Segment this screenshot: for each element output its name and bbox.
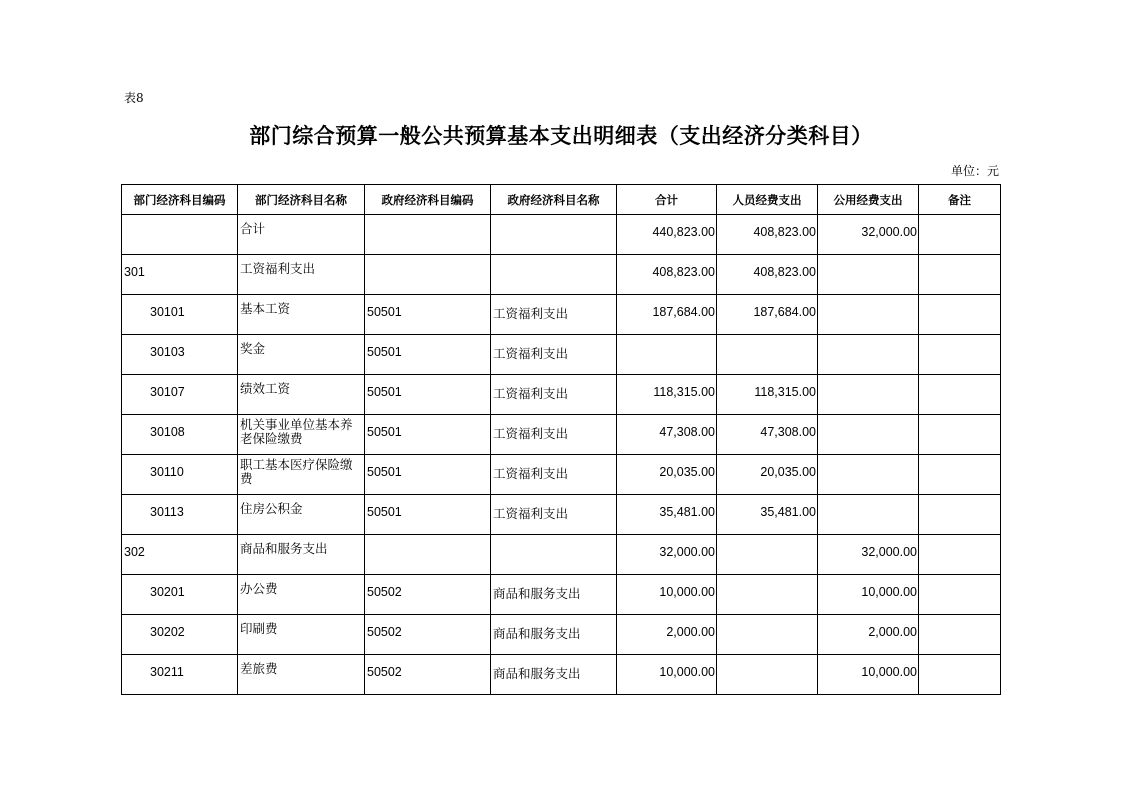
cell-public bbox=[818, 295, 919, 335]
table-number: 表8 bbox=[124, 91, 144, 105]
cell-public: 32,000.00 bbox=[818, 535, 919, 575]
cell-dept-code: 30201 bbox=[122, 575, 238, 615]
header-public: 公用经费支出 bbox=[818, 185, 919, 215]
cell-total: 187,684.00 bbox=[617, 295, 717, 335]
cell-public bbox=[818, 255, 919, 295]
header-remark: 备注 bbox=[919, 185, 1001, 215]
table-body bbox=[122, 215, 1001, 695]
table-row bbox=[122, 415, 1001, 455]
cell-gov-code: 50501 bbox=[365, 295, 491, 335]
table-row bbox=[122, 295, 1001, 335]
cell-dept-code bbox=[122, 215, 238, 255]
cell-remark bbox=[919, 655, 1001, 695]
table-row bbox=[122, 215, 1001, 255]
cell-dept-name: 住房公积金 bbox=[238, 495, 365, 535]
cell-remark bbox=[919, 255, 1001, 295]
table-row bbox=[122, 575, 1001, 615]
table-row bbox=[122, 335, 1001, 375]
cell-personnel: 118,315.00 bbox=[717, 375, 818, 415]
cell-remark bbox=[919, 375, 1001, 415]
cell-total: 32,000.00 bbox=[617, 535, 717, 575]
cell-public: 2,000.00 bbox=[818, 615, 919, 655]
cell-gov-name: 商品和服务支出 bbox=[491, 575, 617, 615]
cell-gov-code bbox=[365, 255, 491, 295]
cell-dept-name: 工资福利支出 bbox=[238, 255, 365, 295]
cell-dept-name: 绩效工资 bbox=[238, 375, 365, 415]
cell-dept-code: 30103 bbox=[122, 335, 238, 375]
cell-gov-code: 50501 bbox=[365, 375, 491, 415]
header-row bbox=[122, 185, 1001, 215]
cell-total: 47,308.00 bbox=[617, 415, 717, 455]
cell-public bbox=[818, 455, 919, 495]
cell-gov-name bbox=[491, 255, 617, 295]
cell-dept-code: 302 bbox=[122, 535, 238, 575]
cell-dept-code: 30211 bbox=[122, 655, 238, 695]
cell-gov-code: 50501 bbox=[365, 495, 491, 535]
cell-remark bbox=[919, 215, 1001, 255]
cell-gov-name bbox=[491, 215, 617, 255]
table-row bbox=[122, 495, 1001, 535]
cell-public: 32,000.00 bbox=[818, 215, 919, 255]
cell-total: 408,823.00 bbox=[617, 255, 717, 295]
cell-gov-name: 工资福利支出 bbox=[491, 455, 617, 495]
cell-total: 2,000.00 bbox=[617, 615, 717, 655]
cell-gov-name: 工资福利支出 bbox=[491, 375, 617, 415]
cell-remark bbox=[919, 295, 1001, 335]
cell-remark bbox=[919, 615, 1001, 655]
cell-personnel bbox=[717, 575, 818, 615]
cell-gov-name: 工资福利支出 bbox=[491, 415, 617, 455]
cell-public: 10,000.00 bbox=[818, 655, 919, 695]
cell-remark bbox=[919, 495, 1001, 535]
cell-personnel bbox=[717, 655, 818, 695]
cell-dept-code: 301 bbox=[122, 255, 238, 295]
cell-personnel: 408,823.00 bbox=[717, 255, 818, 295]
cell-gov-name: 商品和服务支出 bbox=[491, 615, 617, 655]
cell-gov-code: 50502 bbox=[365, 655, 491, 695]
cell-personnel: 35,481.00 bbox=[717, 495, 818, 535]
cell-dept-code: 30101 bbox=[122, 295, 238, 335]
cell-total: 440,823.00 bbox=[617, 215, 717, 255]
cell-gov-code: 50501 bbox=[365, 415, 491, 455]
cell-personnel bbox=[717, 335, 818, 375]
cell-public bbox=[818, 335, 919, 375]
table-row bbox=[122, 535, 1001, 575]
header-personnel: 人员经费支出 bbox=[717, 185, 818, 215]
table-row bbox=[122, 375, 1001, 415]
cell-personnel bbox=[717, 615, 818, 655]
header-dept-code: 部门经济科目编码 bbox=[122, 185, 238, 215]
cell-dept-code: 30108 bbox=[122, 415, 238, 455]
cell-remark bbox=[919, 335, 1001, 375]
page-title: 部门综合预算一般公共预算基本支出明细表（支出经济分类科目） bbox=[249, 124, 873, 148]
cell-total: 35,481.00 bbox=[617, 495, 717, 535]
cell-gov-name: 工资福利支出 bbox=[491, 335, 617, 375]
cell-personnel: 20,035.00 bbox=[717, 455, 818, 495]
cell-dept-code: 30107 bbox=[122, 375, 238, 415]
cell-remark bbox=[919, 535, 1001, 575]
cell-gov-code: 50501 bbox=[365, 455, 491, 495]
cell-total: 10,000.00 bbox=[617, 655, 717, 695]
cell-dept-name: 差旅费 bbox=[238, 655, 365, 695]
cell-public: 10,000.00 bbox=[818, 575, 919, 615]
cell-gov-code: 50502 bbox=[365, 615, 491, 655]
cell-personnel: 187,684.00 bbox=[717, 295, 818, 335]
cell-gov-name: 商品和服务支出 bbox=[491, 655, 617, 695]
cell-dept-name: 职工基本医疗保险缴费 bbox=[238, 455, 365, 495]
cell-dept-name: 奖金 bbox=[238, 335, 365, 375]
budget-table bbox=[121, 184, 1001, 695]
header-total: 合计 bbox=[617, 185, 717, 215]
cell-dept-name: 商品和服务支出 bbox=[238, 535, 365, 575]
cell-gov-code: 50501 bbox=[365, 335, 491, 375]
cell-dept-name: 基本工资 bbox=[238, 295, 365, 335]
table-row bbox=[122, 655, 1001, 695]
cell-personnel: 408,823.00 bbox=[717, 215, 818, 255]
cell-dept-name: 机关事业单位基本养老保险缴费 bbox=[238, 415, 365, 455]
cell-dept-code: 30110 bbox=[122, 455, 238, 495]
cell-gov-name bbox=[491, 535, 617, 575]
cell-total: 20,035.00 bbox=[617, 455, 717, 495]
cell-remark bbox=[919, 455, 1001, 495]
cell-gov-code: 50502 bbox=[365, 575, 491, 615]
cell-public bbox=[818, 375, 919, 415]
table-row bbox=[122, 455, 1001, 495]
cell-remark bbox=[919, 415, 1001, 455]
cell-dept-code: 30113 bbox=[122, 495, 238, 535]
cell-dept-name: 办公费 bbox=[238, 575, 365, 615]
cell-public bbox=[818, 495, 919, 535]
cell-personnel bbox=[717, 535, 818, 575]
cell-dept-name: 印刷费 bbox=[238, 615, 365, 655]
header-gov-code: 政府经济科目编码 bbox=[365, 185, 491, 215]
header-gov-name: 政府经济科目名称 bbox=[491, 185, 617, 215]
cell-dept-code: 30202 bbox=[122, 615, 238, 655]
cell-public bbox=[818, 415, 919, 455]
unit-label: 单位：元 bbox=[950, 164, 999, 178]
cell-remark bbox=[919, 575, 1001, 615]
cell-gov-code bbox=[365, 535, 491, 575]
table-row bbox=[122, 615, 1001, 655]
cell-dept-name: 合计 bbox=[238, 215, 365, 255]
cell-total: 10,000.00 bbox=[617, 575, 717, 615]
cell-gov-code bbox=[365, 215, 491, 255]
cell-gov-name: 工资福利支出 bbox=[491, 295, 617, 335]
header-dept-name: 部门经济科目名称 bbox=[238, 185, 365, 215]
cell-gov-name: 工资福利支出 bbox=[491, 495, 617, 535]
cell-total bbox=[617, 335, 717, 375]
table-row bbox=[122, 255, 1001, 295]
cell-total: 118,315.00 bbox=[617, 375, 717, 415]
cell-personnel: 47,308.00 bbox=[717, 415, 818, 455]
